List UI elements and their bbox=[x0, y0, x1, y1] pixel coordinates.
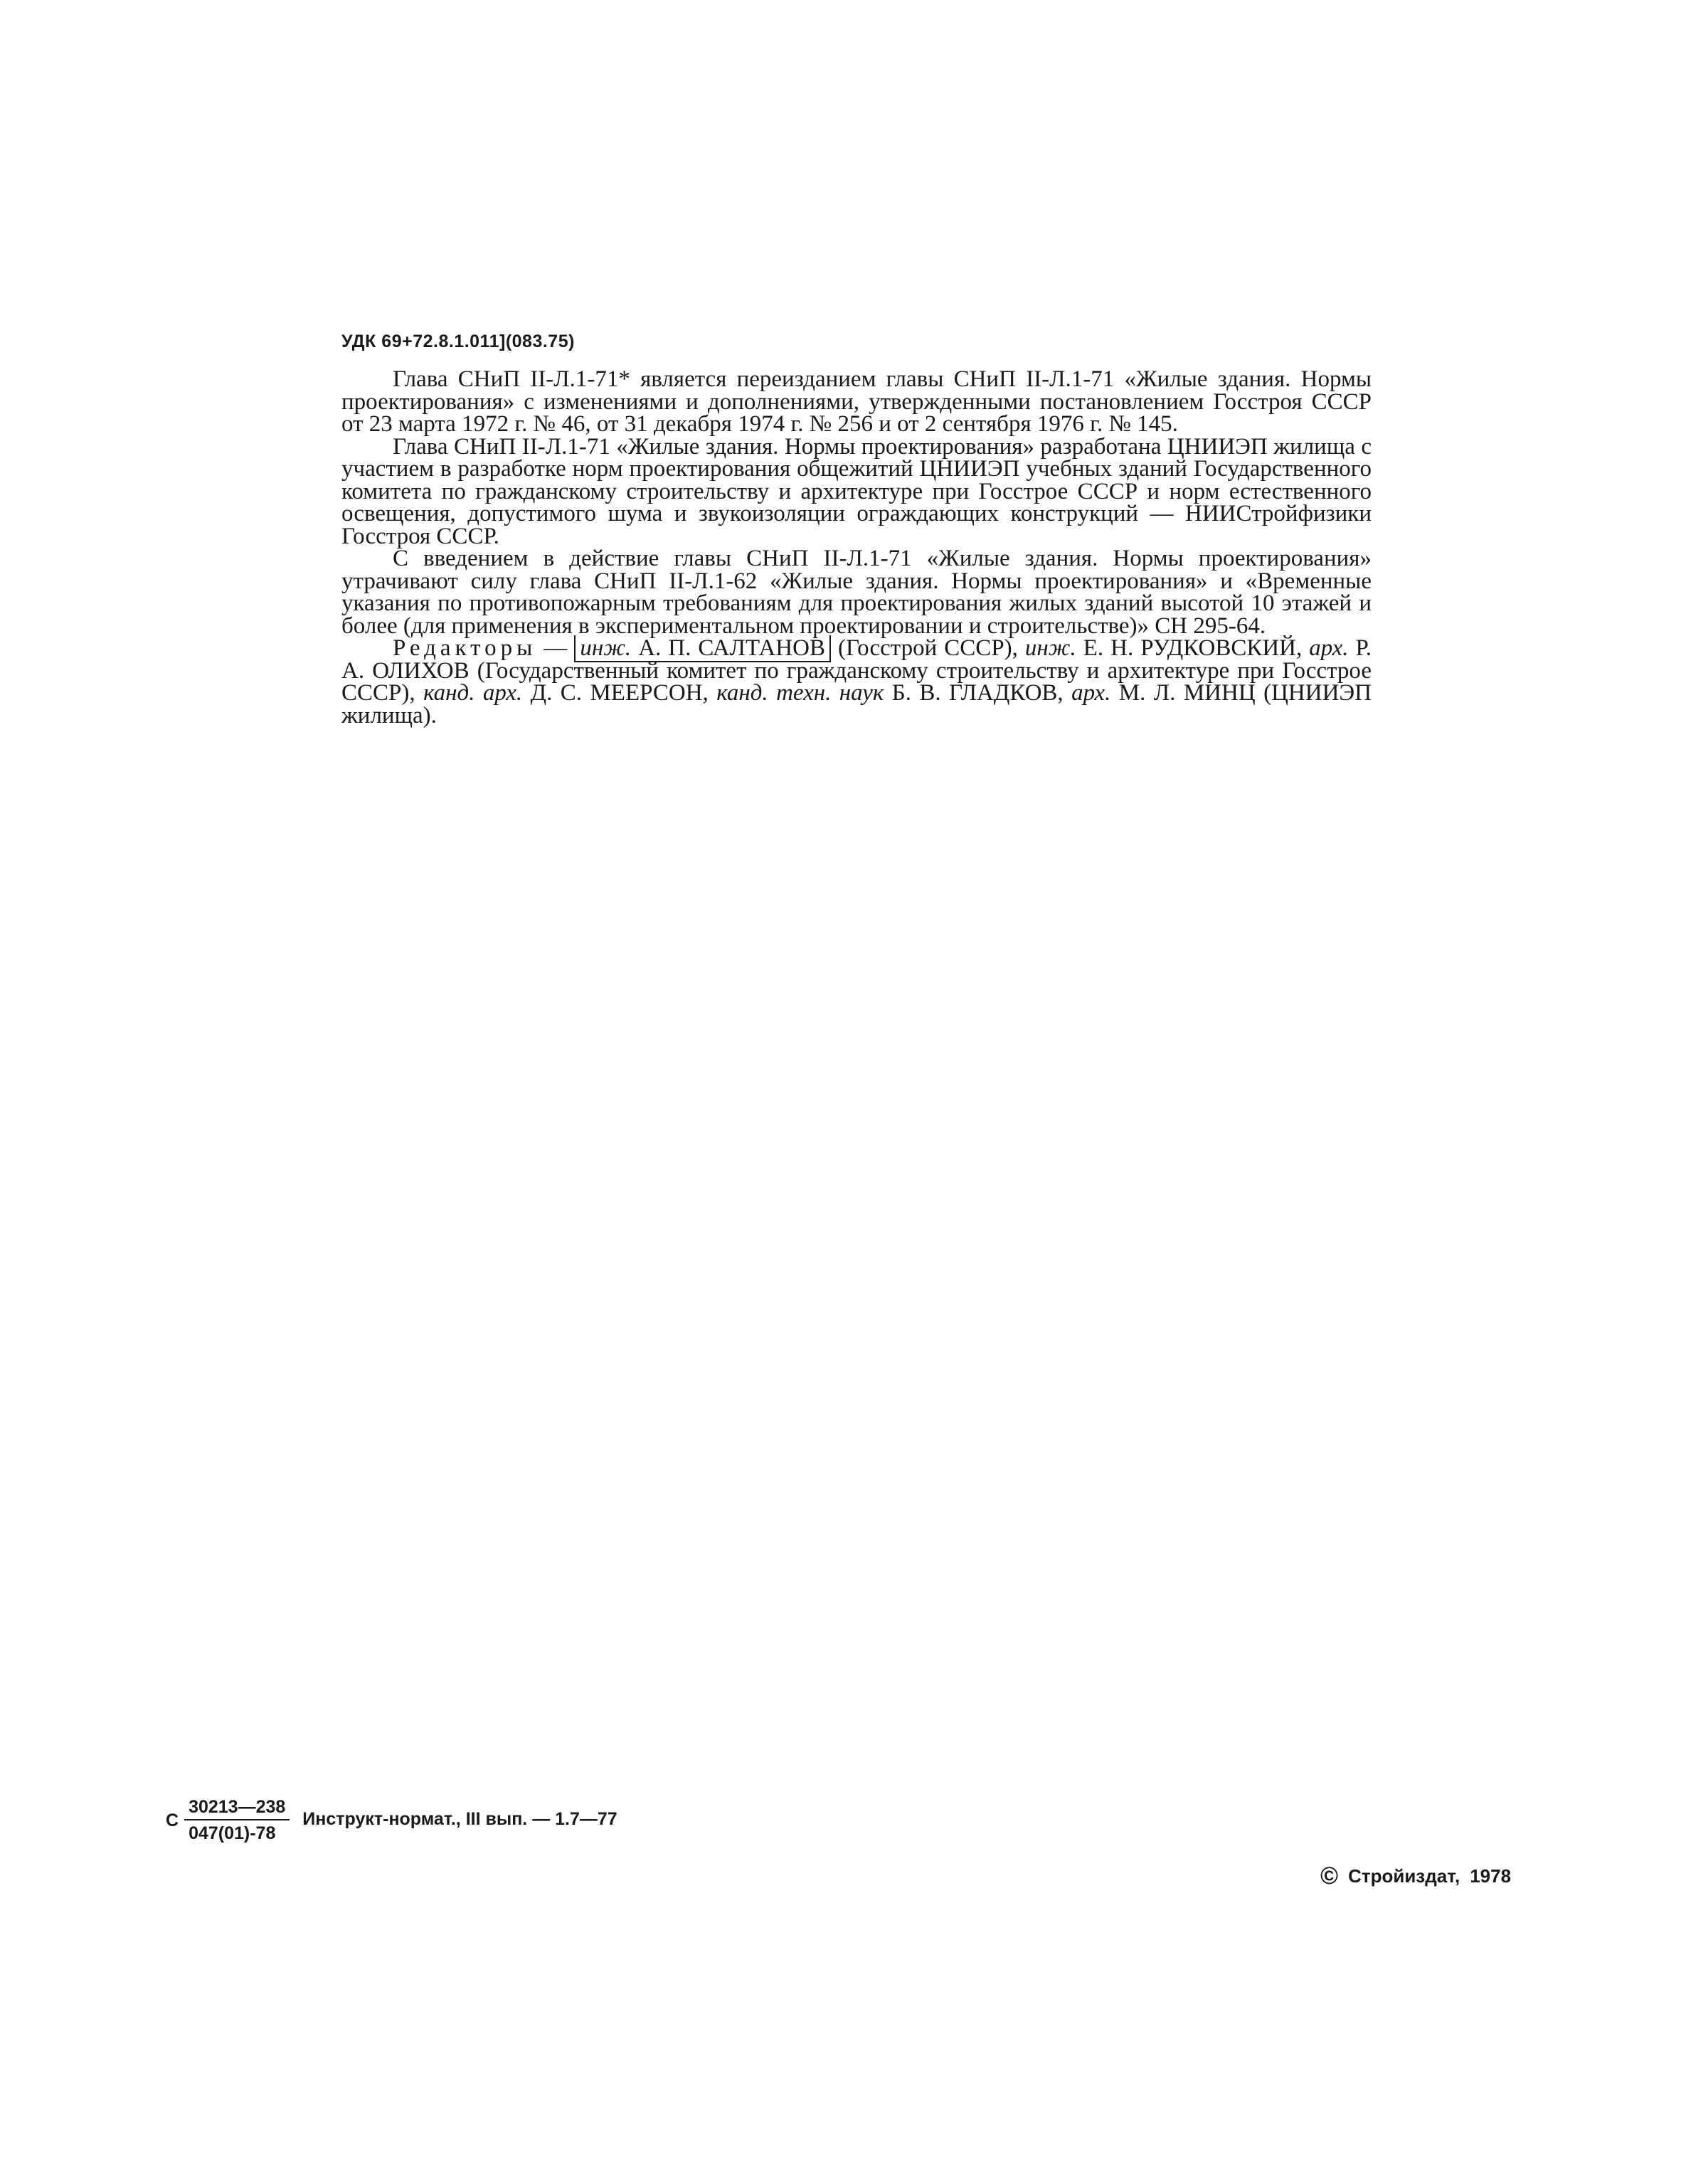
copyright-line bbox=[1320, 1862, 1511, 1890]
index-numerator: 30213—238 bbox=[184, 1797, 290, 1820]
udk-code: УДК 69+72.8.1.011](083.75) bbox=[341, 332, 575, 351]
index-denominator: 047(01)-78 bbox=[189, 1823, 276, 1843]
editor-4-name: Д. С. МЕЕРСОН, bbox=[522, 680, 717, 706]
imprint-text bbox=[341, 366, 1372, 728]
copyright-icon: © bbox=[1320, 1862, 1339, 1889]
editor-6-title: арх. bbox=[1071, 680, 1111, 706]
editors-dash: — bbox=[536, 635, 575, 661]
editor-1-org: (Госстрой СССР), bbox=[830, 635, 1025, 661]
index-fraction bbox=[184, 1797, 290, 1844]
editor-3-org: (Государственный комитет по гражданскому строительству и архитектуре при Госстрое СССР), bbox=[341, 657, 1372, 706]
paragraph-editors bbox=[341, 637, 1372, 727]
editor-3-title: арх. bbox=[1309, 635, 1349, 661]
copyright-publisher: Стройиздат, bbox=[1348, 1865, 1460, 1887]
editor-1-title: инж. bbox=[580, 635, 632, 661]
editors-label: Редакторы bbox=[393, 635, 537, 661]
editor-3-name: Р. А. ОЛИХОВ bbox=[341, 635, 1372, 684]
index-description: Инструкт-нормат., III вып. — 1.7—77 bbox=[302, 1808, 617, 1829]
index-letter: С bbox=[166, 1810, 179, 1830]
editor-6-org: (ЦНИИЭП жилища). bbox=[341, 680, 1372, 728]
editor-6-name: М. Л. МИНЦ bbox=[1110, 680, 1256, 706]
paragraph-superseded: С введением в действие главы СНиП II-Л.1-71 «Жилые здания. Нормы проектирования» утрачивают силу глава СНиП II-Л.1-62 «Жилые здания. Нормы проектирования» и «Временные указания по противопожарным требованиям для проектирования жилых зданий высотой 10 этажей и более (для применения в экспериментальном проектировании и строительстве)» СН 295-64. bbox=[341, 546, 1372, 639]
editor-2-title: инж. bbox=[1024, 635, 1076, 661]
paragraph-reissue-note: Глава СНиП II-Л.1-71* является переизданием главы СНиП II-Л.1-71 «Жилые здания. Нормы проектирования» с изменениями и дополнениями, утвержденными постановлением Госстроя СССР от 23 марта 1972 г. № 46, от 31 декабря 1974 г. № 256 и от 2 сентября 1976 г. № 145. bbox=[341, 366, 1372, 437]
copyright-year: 1978 bbox=[1470, 1865, 1512, 1887]
editor-1-name: А. П. САЛТАНОВ bbox=[638, 635, 825, 661]
editor-4-title: канд. арх. bbox=[423, 680, 523, 706]
paragraph-developers: Глава СНиП II-Л.1-71 «Жилые здания. Нормы проектирования» разработана ЦНИИЭП жилища с участием в разработке норм проектирования общежитий ЦНИИЭП учебных зданий Государственного комитета по гражданскому строительству и архитектуре при Госстрое СССР и норм естественного освещения, допустимого шума и звукоизоляции ограждающих конструкций — НИИСтройфизики Госстроя СССР. bbox=[341, 433, 1372, 549]
editor-5-name: Б. В. ГЛАДКОВ, bbox=[884, 680, 1072, 706]
editor-2-name: Е. Н. РУДКОВСКИЙ, bbox=[1076, 635, 1310, 661]
editor-5-title: канд. техн. наук bbox=[716, 680, 884, 706]
publication-index bbox=[166, 1797, 617, 1844]
